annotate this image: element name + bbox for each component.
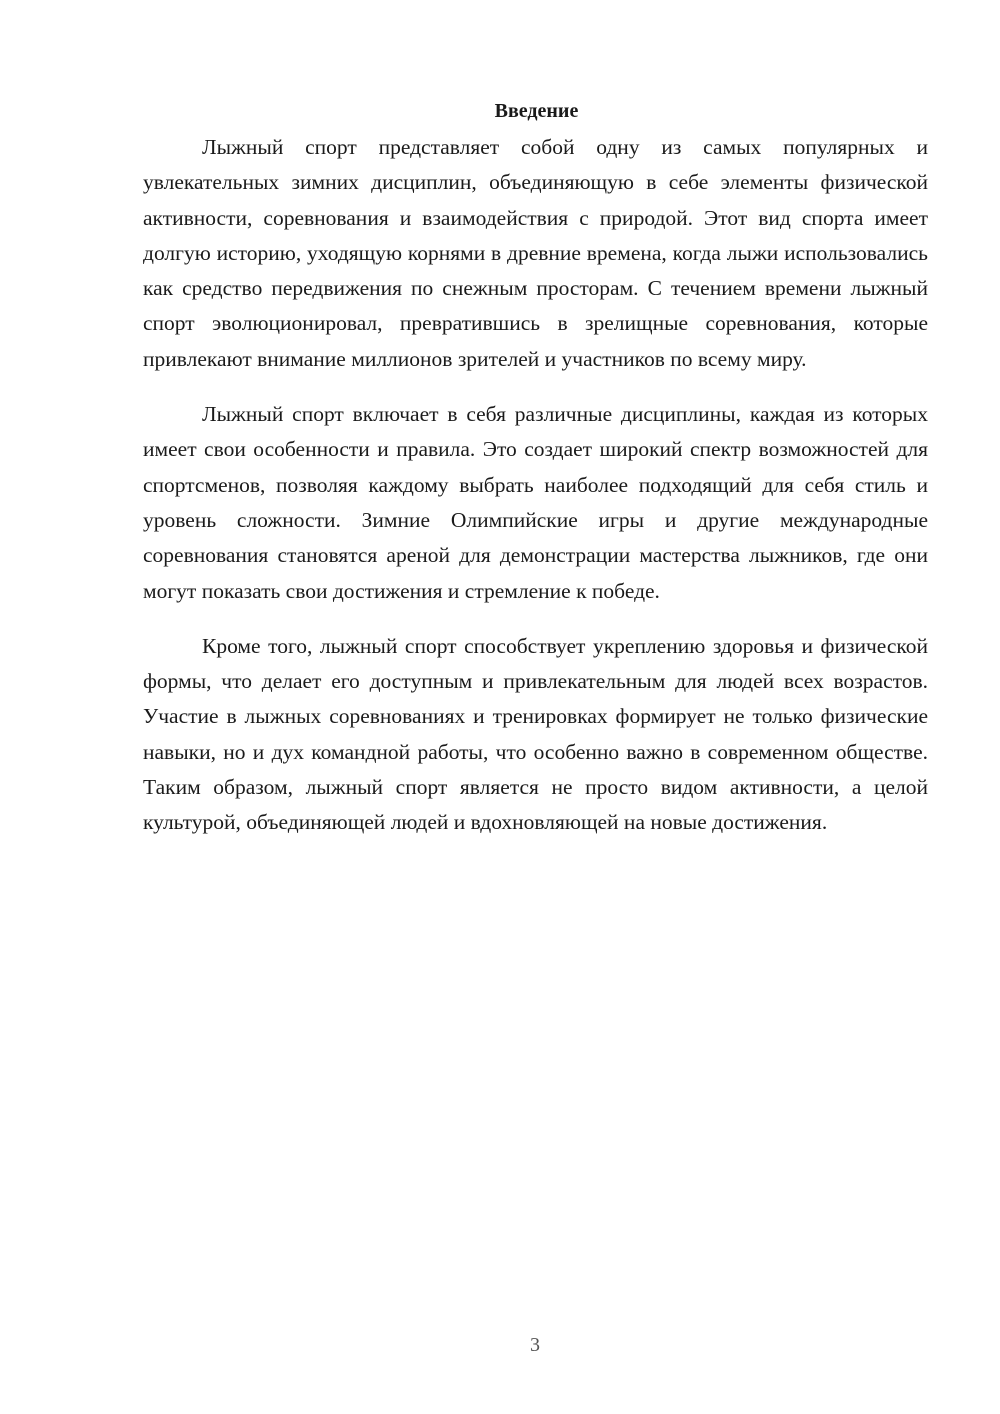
paragraph-1: Лыжный спорт представляет собой одну из самых популярных и увлекательных зимних дисциплин, объединяющую в себе элементы физической активности, соревнования и взаимодействия с природой. Этот вид спорта имеет долгую историю, уходящую корнями в древние времена, когда лыжи использовались как средство передвижения по снежным просторам. С течением времени лыжный спорт эволюционировал, превратившись в зрелищные соревнования, которые привлекают внимание миллионов зрителей и участников по всему миру. — [143, 135, 928, 371]
page-number: 3 — [530, 1334, 540, 1356]
paragraph-2: Лыжный спорт включает в себя различные дисциплины, каждая из которых имеет свои особенности и правила. Это создает широкий спектр возможностей для спортсменов, позволяя каждому выбрать наиболее подходящий для себя стиль и уровень сложности. Зимние Олимпийские игры и другие международные соревнования становятся ареной для демонстрации мастерства лыжников, где они могут показать свои достижения и стремление к победе. — [143, 402, 928, 603]
section-title: Введение — [494, 100, 579, 122]
paragraph-3: Кроме того, лыжный спорт способствует укреплению здоровья и физической формы, что делает его доступным и привлекательным для людей всех возрастов. Участие в лыжных соревнованиях и тренировках формирует не только физические навыки, но и дух командной работы, что особенно важно в современном обществе. Таким образом, лыжный спорт является не просто видом активности, а целой культурой, объединяющей людей и вдохновляющей на новые достижения. — [143, 633, 928, 835]
document-body — [143, 92, 928, 841]
